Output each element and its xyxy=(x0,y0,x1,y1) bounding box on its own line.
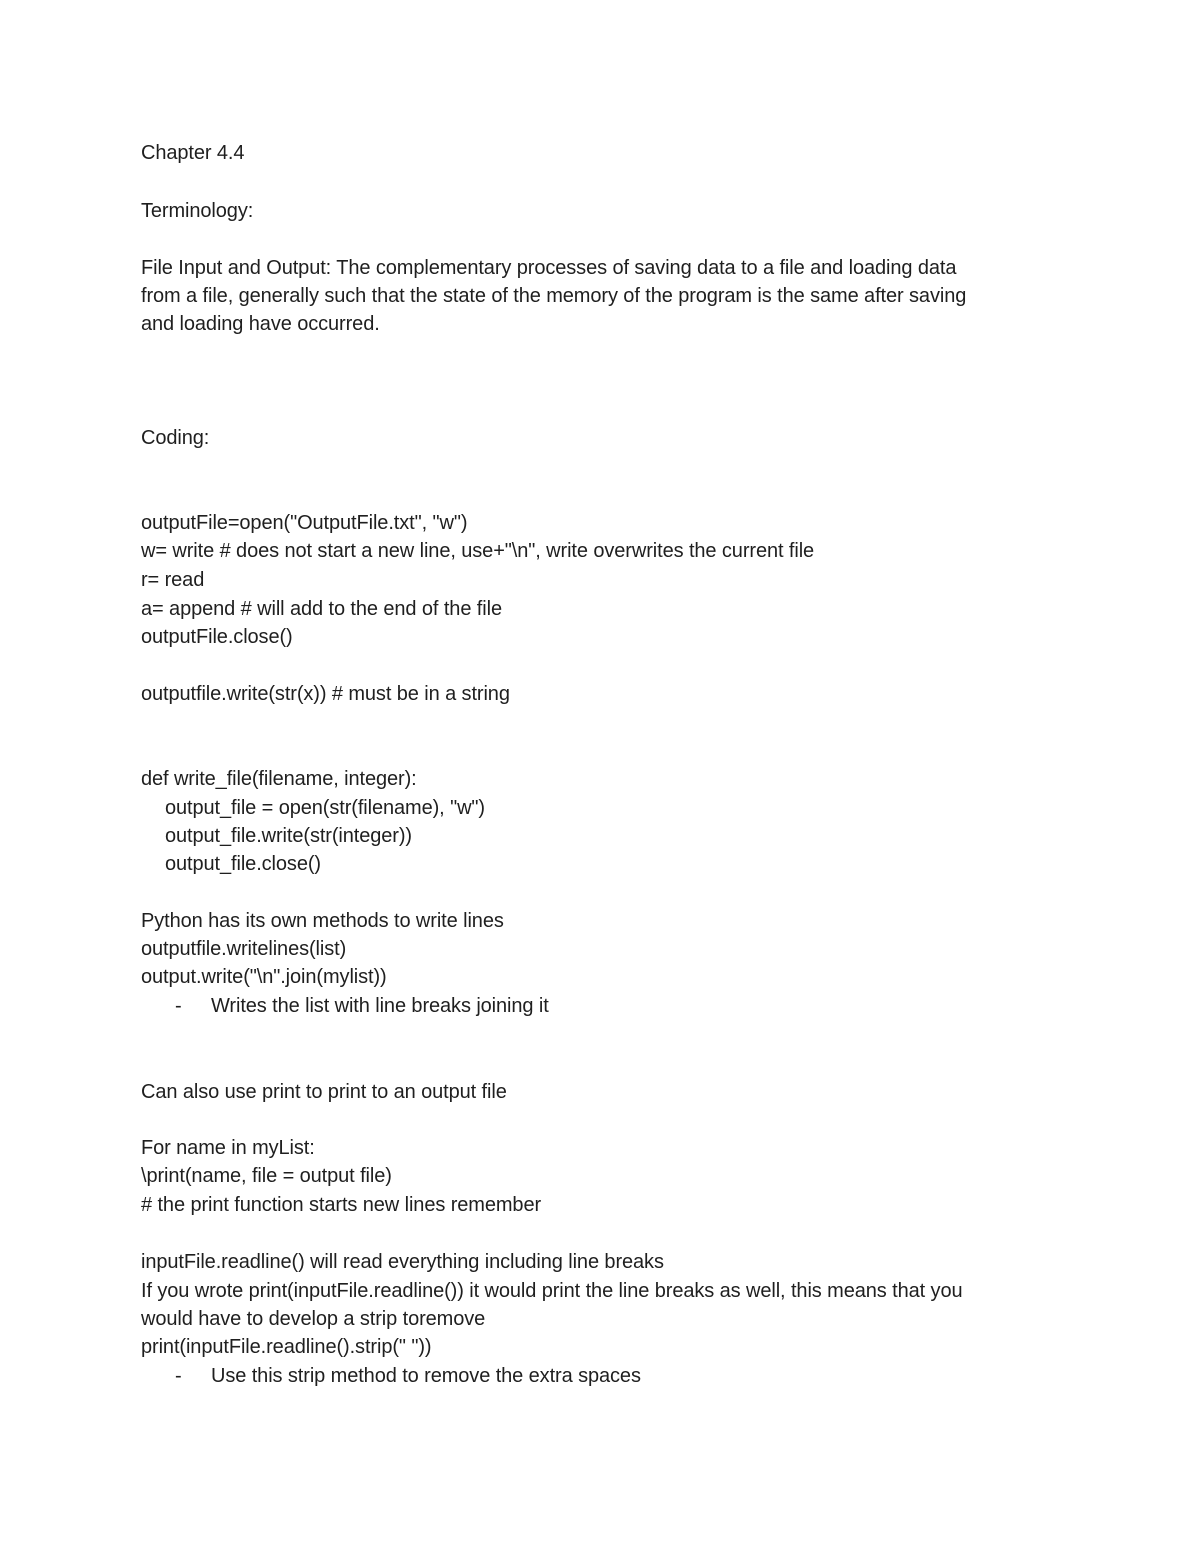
function-body-line: output_file.close() xyxy=(165,853,321,875)
readline-line: If you wrote print(inputFile.readline()) it would print the line breaks as well, this means that you xyxy=(141,1280,963,1302)
code-line: a= append # will add to the end of the file xyxy=(141,598,502,620)
function-body-line: output_file.write(str(integer)) xyxy=(165,825,412,847)
bullet-item: Writes the list with line breaks joining it xyxy=(211,995,549,1017)
code-line: w= write # does not start a new line, use+"\n", write overwrites the current file xyxy=(141,540,815,562)
bullet-dash: - xyxy=(175,1365,182,1387)
code-line: outputFile.close() xyxy=(141,626,293,648)
print-note: Can also use print to print to an output file xyxy=(141,1081,507,1103)
function-def: def write_file(filename, integer): xyxy=(141,768,417,790)
readline-line: would have to develop a strip toremove xyxy=(141,1308,486,1330)
writelines-line: outputfile.writelines(list) xyxy=(141,938,347,960)
definition-line-3: and loading have occurred. xyxy=(141,313,380,335)
readline-line: print(inputFile.readline().strip(" ")) xyxy=(141,1336,432,1358)
code-line: r= read xyxy=(141,569,205,591)
write-note: outputfile.write(str(x)) # must be in a string xyxy=(141,683,510,705)
chapter-heading: Chapter 4.4 xyxy=(141,142,245,164)
writelines-line: Python has its own methods to write lines xyxy=(141,910,504,932)
code-line: outputFile=open("OutputFile.txt", "w") xyxy=(141,512,468,534)
coding-label: Coding: xyxy=(141,427,210,449)
print-line: # the print function starts new lines remember xyxy=(141,1194,542,1216)
writelines-line: output.write("\n".join(mylist)) xyxy=(141,966,387,988)
bullet-item: Use this strip method to remove the extra spaces xyxy=(211,1365,641,1387)
bullet-dash: - xyxy=(175,995,182,1017)
definition-line-1: File Input and Output: The complementary processes of saving data to a file and loading data xyxy=(141,257,957,279)
print-line: For name in myList: xyxy=(141,1137,315,1159)
terminology-label: Terminology: xyxy=(141,200,254,222)
readline-line: inputFile.readline() will read everything including line breaks xyxy=(141,1251,664,1273)
definition-line-2: from a file, generally such that the state of the memory of the program is the same after saving xyxy=(141,285,967,307)
function-body-line: output_file = open(str(filename), "w") xyxy=(165,797,485,819)
print-line: \print(name, file = output file) xyxy=(141,1165,392,1187)
